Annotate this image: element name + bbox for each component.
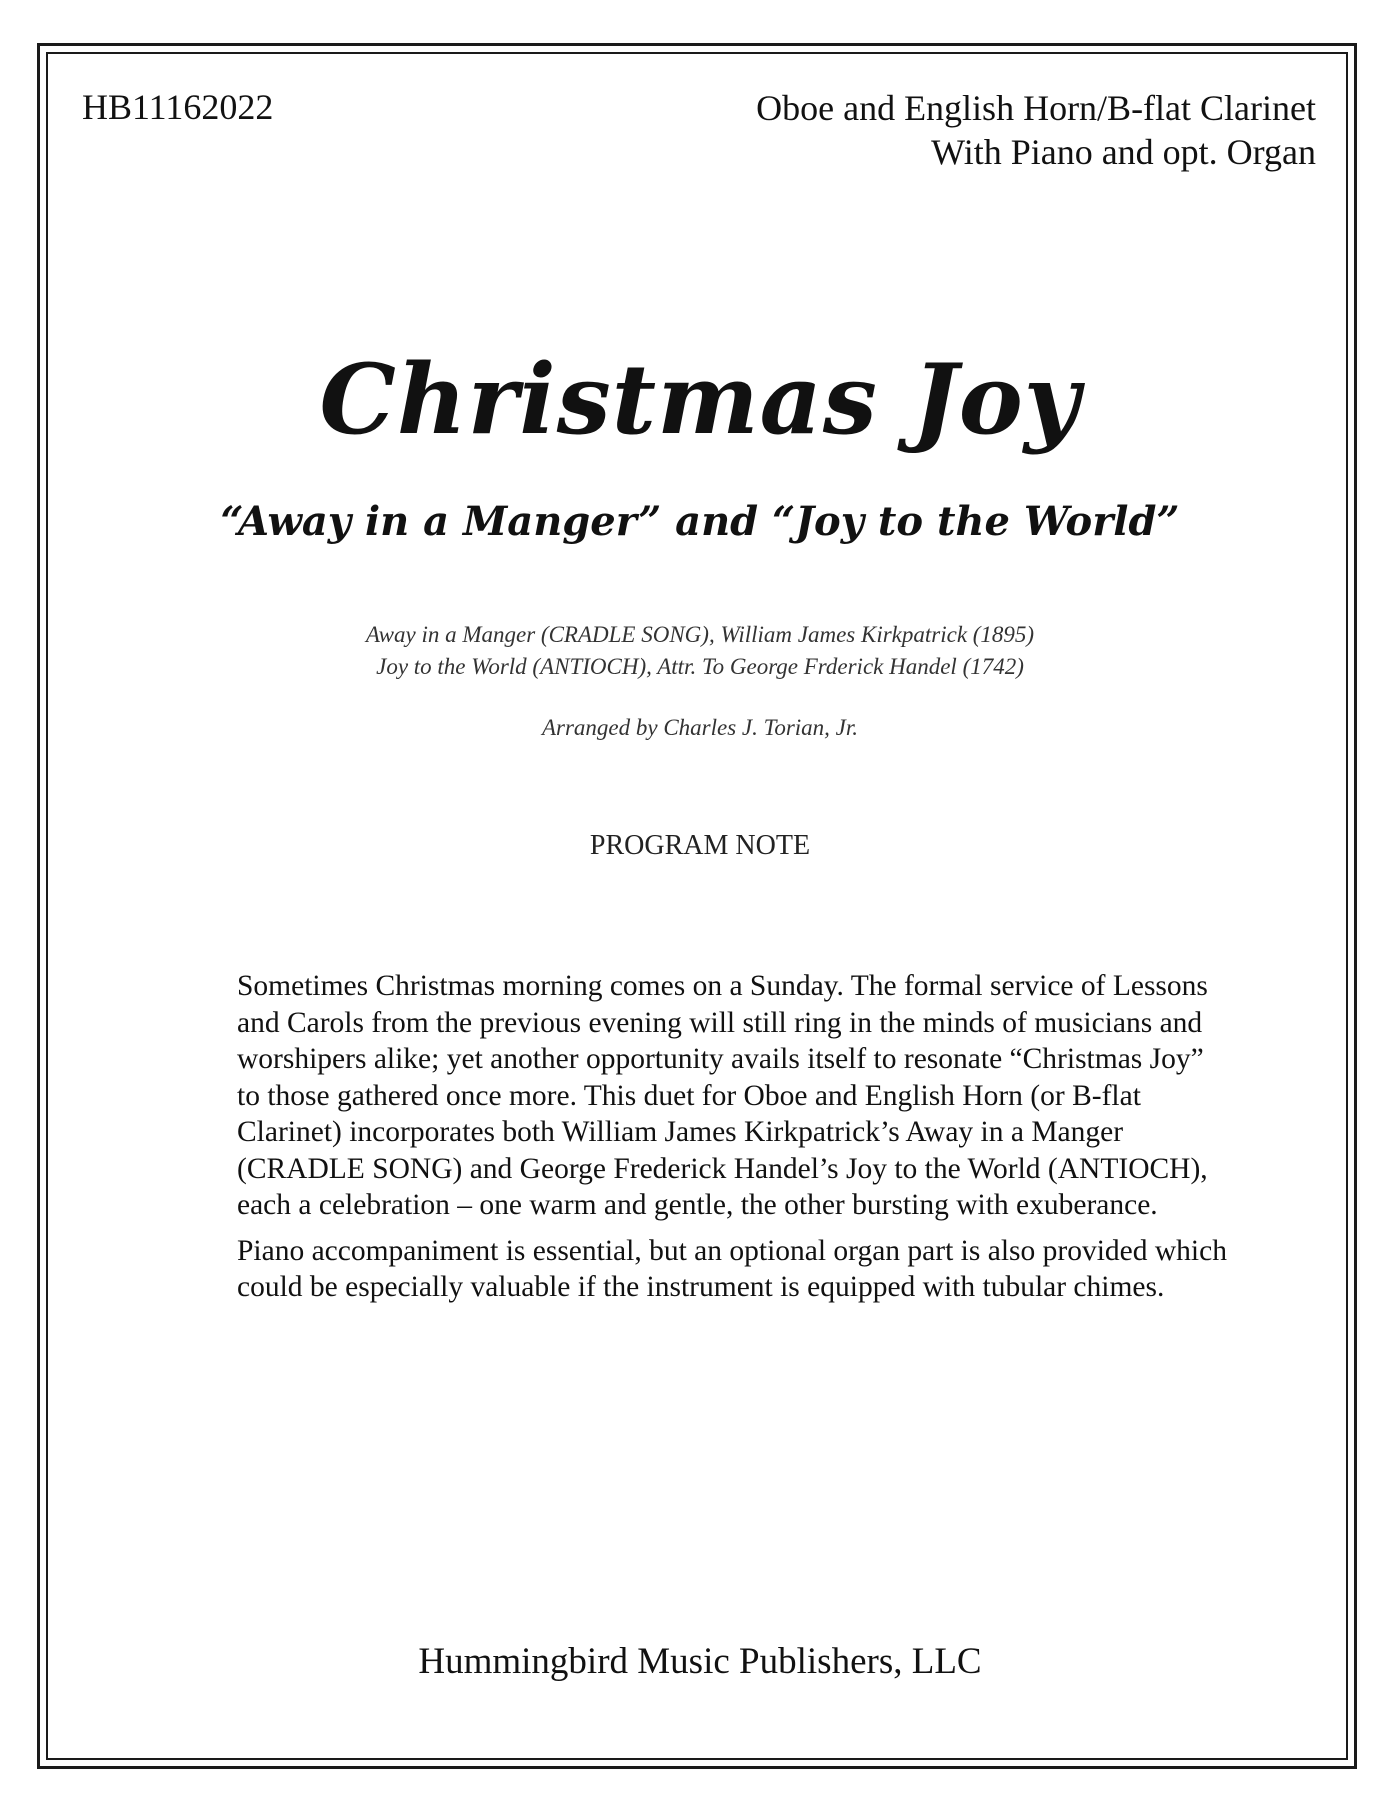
- source-credit-2: Joy to the World (ANTIOCH), Attr. To George Frderick Handel (1742): [376, 654, 1024, 679]
- source-credits: [0, 619, 1400, 683]
- program-note-body: [237, 968, 1227, 1315]
- instrumentation: [756, 86, 1316, 174]
- subtitle: “Away in a Manger” and “Joy to the World”: [220, 498, 1180, 545]
- page-border-inner: [46, 52, 1348, 1760]
- page-title: Christmas Joy: [319, 343, 1081, 456]
- program-note-paragraph-1: Sometimes Christmas morning comes on a Sunday. The formal service of Lessons and Carols from the previous evening will still ring in the minds of musicians and worshipers alike; yet another opportunity avails itself to resonate “Christmas Joy” to those gathered once more. This duet for Oboe and English Horn (or B-flat Clarinet) incorporates both William James Kirkpatrick’s Away in a Manger (CRADLE SONG) and George Frederick Handel’s Joy to the World (ANTIOCH), each a celebration – one warm and gentle, the other bursting with exuberance.: [237, 970, 1208, 1221]
- program-note-paragraph-2: Piano accompaniment is essential, but an optional organ part is also provided which could be especially valuable if the instrument is equipped with tubular chimes.: [237, 1234, 1227, 1303]
- source-credit-1: Away in a Manger (CRADLE SONG), William James Kirkpatrick (1895): [365, 622, 1035, 647]
- instrumentation-line-2: With Piano and opt. Organ: [931, 132, 1316, 172]
- program-note-heading: PROGRAM NOTE: [589, 830, 811, 861]
- publisher-name: Hummingbird Music Publishers, LLC: [418, 1641, 982, 1682]
- arranger-credit: Arranged by Charles J. Torian, Jr.: [541, 715, 859, 740]
- catalog-number: HB11162022: [82, 87, 274, 127]
- instrumentation-line-1: Oboe and English Horn/B-flat Clarinet: [756, 88, 1316, 128]
